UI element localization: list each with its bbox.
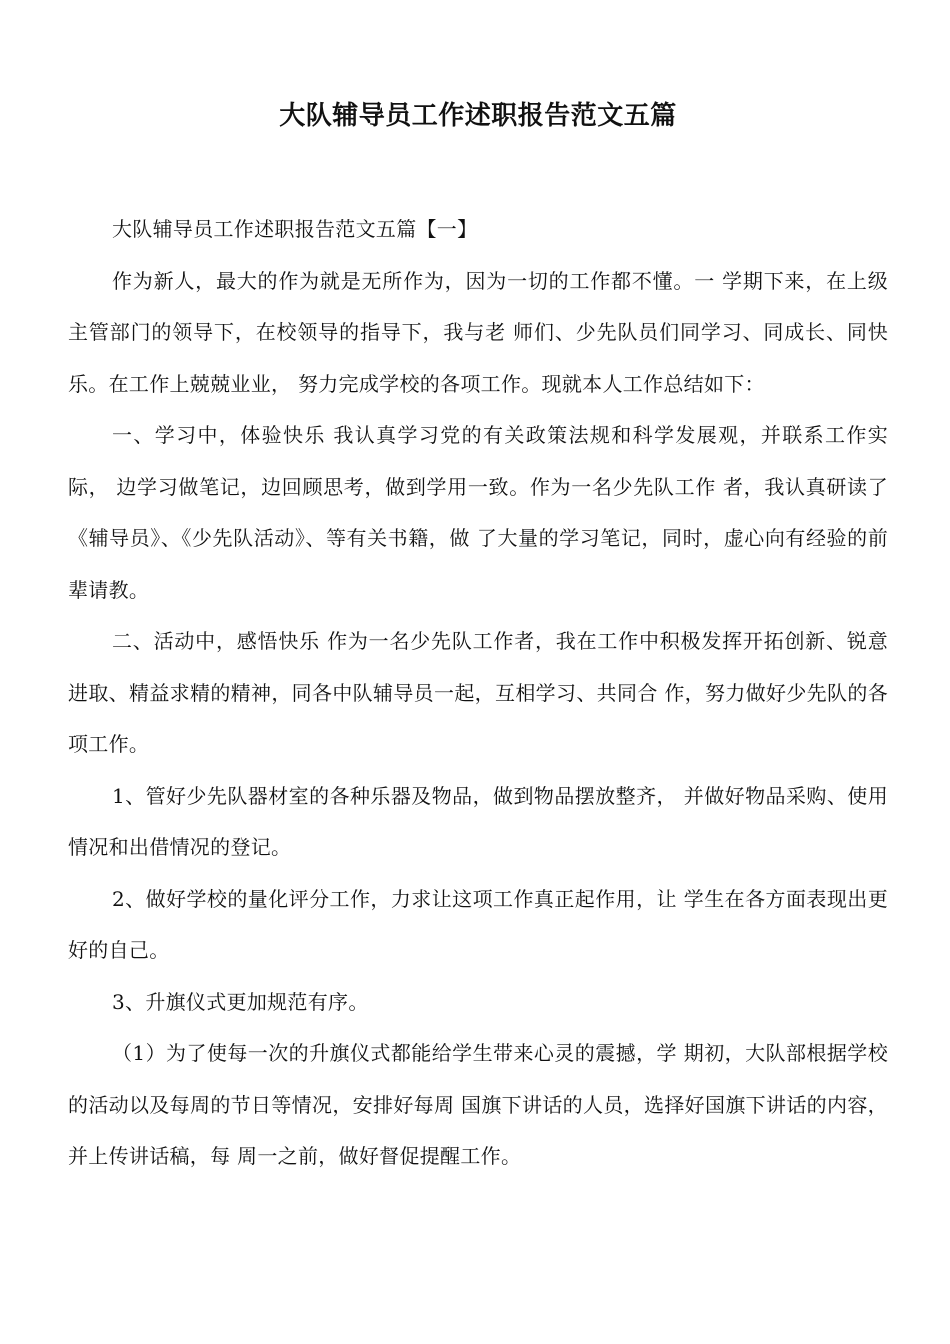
document-body — [68, 204, 888, 1183]
document-title: 大队辅导员工作述职报告范文五篇 — [279, 101, 677, 131]
paragraph-activities: 二、活动中，感悟快乐 作为一名少先队工作者，我在工作中积极发挥开拓创新、锐意 进取、精益求精的精神，同各中队辅导员一起，互相学习、共同合 作，努力做好少先队的各项工作。 — [68, 629, 888, 756]
paragraph-intro: 作为新人，最大的作为就是无所作为，因为一切的工作都不懂。一 学期下来，在上级主管部门的领导下，在校领导的指导下，我与老 师们、少先队员们同学习、同成长、同快乐。在工作上兢兢业业， 努力完成学校的各项工作。现就本人工作总结如下： — [68, 268, 888, 396]
paragraph-item-2: 2、做好学校的量化评分工作，力求让这项工作真正起作用，让 学生在各方面表现出更好的自己。 — [68, 886, 888, 962]
paragraph-item-3: 3、升旗仪式更加规范有序。 — [112, 989, 369, 1014]
paragraph-item-3-1: （1）为了使每一次的升旗仪式都能给学生带来心灵的震撼，学 期初，大队部根据学校的活动以及每周的节日等情况，安排好每周 国旗下讲话的人员，选择好国旗下讲话的内容，并上传讲话稿，每 周一之前，做好督促提醒工作。 — [68, 1041, 888, 1168]
section-heading: 大队辅导员工作述职报告范文五篇【一】 — [112, 217, 478, 241]
paragraph-item-1: 1、管好少先队器材室的各种乐器及物品，做到物品摆放整齐， 并做好物品采购、使用情况和出借情况的登记。 — [68, 783, 888, 859]
paragraph-learning: 一、学习中，体验快乐 我认真学习党的有关政策法规和科学发展观，并联系工作实际， 边学习做笔记，边回顾思考，做到学用一致。作为一名少先队工作 者，我认真研读了《辅导员》、《少先队活动》、等有关书籍，做 了大量的学习笔记，同时，虚心向有经验的前辈请教。 — [68, 423, 888, 602]
